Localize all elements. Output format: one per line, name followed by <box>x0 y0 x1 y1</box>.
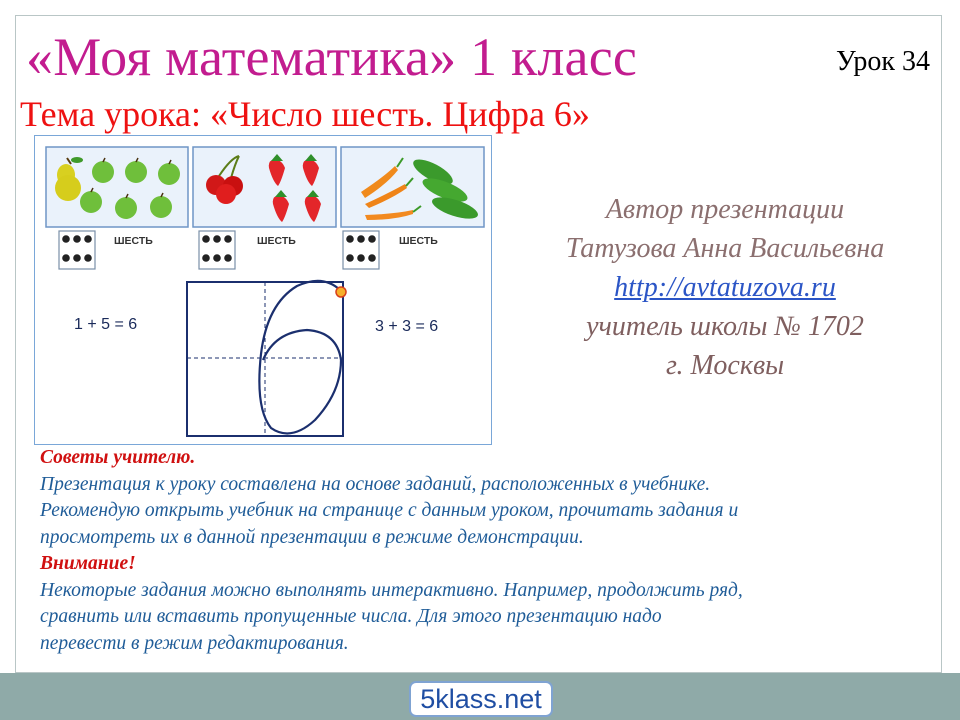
author-city: г. Москвы <box>665 350 785 381</box>
teacher-tips <box>40 445 930 657</box>
page-title: «Моя математика» 1 класс <box>26 27 638 87</box>
tips-line: просмотреть их в данной презентации в режиме демонстрации. <box>40 526 584 548</box>
tips-line: Презентация к уроку составлена на основе заданий, расположенных в учебнике. <box>40 473 711 495</box>
dice-icon <box>59 231 379 269</box>
tips-line: перевести в режим редактирования. <box>40 632 349 654</box>
equation-left: 1 + 5 = 6 <box>74 316 138 333</box>
illustration-svg <box>35 136 491 444</box>
lesson-illustration <box>34 135 492 445</box>
berry-card <box>193 147 336 227</box>
author-info <box>520 190 930 385</box>
author-name: Татузова Анна Васильевна <box>565 233 885 264</box>
attention-heading: Внимание! <box>40 553 136 574</box>
author-school: учитель школы № 1702 <box>586 311 864 342</box>
card-label-3: ШЕСТЬ <box>399 235 438 247</box>
author-heading: Автор презентации <box>605 194 845 225</box>
equation-right: 3 + 3 = 6 <box>375 318 439 335</box>
card-label-1: ШЕСТЬ <box>114 235 153 247</box>
tips-line: Рекомендую открыть учебник на странице с данным уроком, прочитать задания и <box>40 500 739 521</box>
lesson-topic: Тема урока: «Число шесть. Цифра 6» <box>20 94 590 134</box>
fruit-card <box>46 147 188 227</box>
tips-heading: Советы учителю. <box>40 447 196 468</box>
author-website-link[interactable]: http://avtatuzova.ru <box>614 272 836 303</box>
vegetable-card <box>341 147 484 227</box>
lesson-number: Урок 34 <box>836 46 930 77</box>
digit-six-guide <box>187 281 346 436</box>
tips-line: сравнить или вставить пропущенные числа. Для этого презентацию надо <box>40 606 662 627</box>
site-link-badge[interactable]: 5klass.net <box>409 681 553 717</box>
card-label-2: ШЕСТЬ <box>257 235 296 247</box>
tips-line: Некоторые задания можно выполнять интерактивно. Например, продолжить ряд, <box>40 579 743 601</box>
